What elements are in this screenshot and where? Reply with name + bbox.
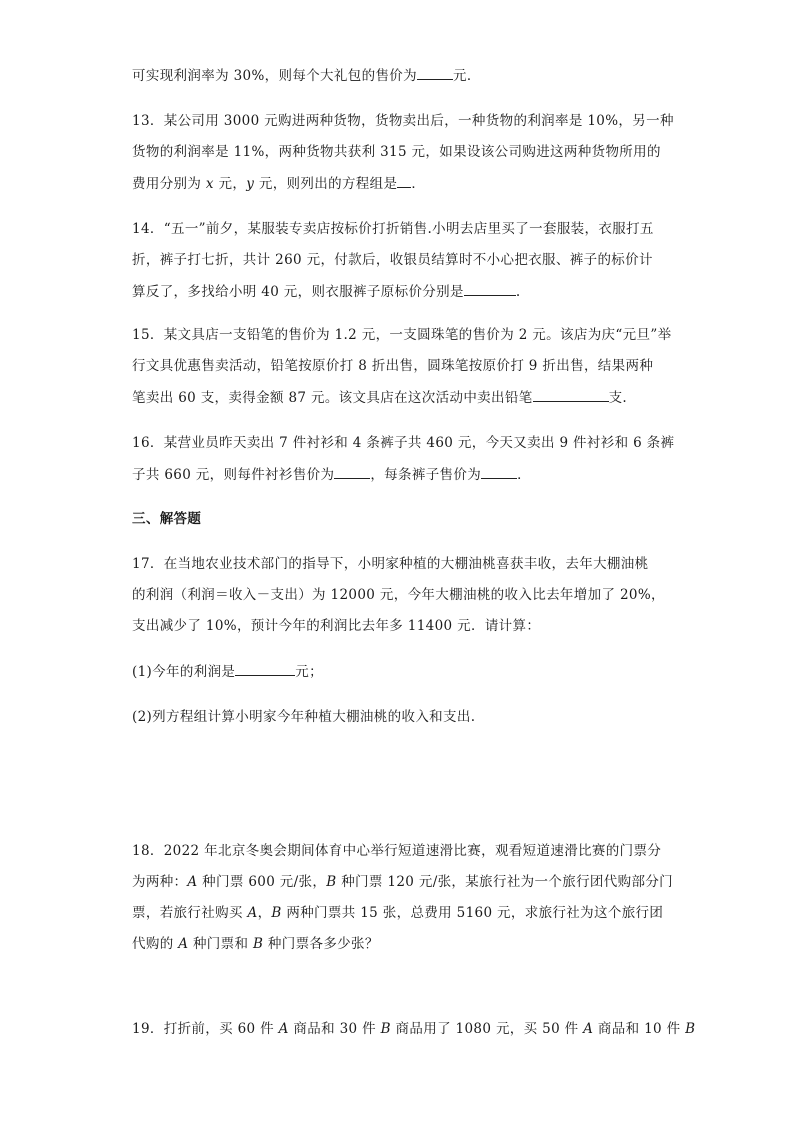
q13-line-2: 货物的利润率是 11%，两种货物共获利 315 元，如果设该公司购进这两种货物所用的: [132, 144, 661, 160]
q18-line-2: 为两种：A 种门票 600 元/张，B 种门票 120 元/张，某旅行社为一个旅行团代购部分门: [132, 874, 674, 890]
variable-y: y: [246, 176, 255, 192]
variable-x: x: [205, 176, 214, 192]
q12-unit: 元．: [453, 68, 481, 84]
q17-line-2: 的利润（利润＝收入－支出）为 12000 元，今年大棚油桃的收入比去年增加了 20%，: [132, 587, 665, 603]
q18-line-3: 票，若旅行社购买 A，B 两种门票共 15 张，总费用 5160 元，求旅行社为这个旅行团: [132, 905, 664, 921]
q18-line-1: 18．2022 年北京冬奥会期间体育中心举行短道速滑比赛，观看短道速滑比赛的门票分: [132, 843, 662, 859]
q14-line-1: 14．“五一”前夕，某服装专卖店按标价打折销售.小明去店里买了一套服装，衣服打五: [132, 221, 654, 237]
q13-line-1: 13．某公司用 3000 元购进两种货物，货物卖出后，一种货物的利润率是 10%，另一种: [132, 113, 674, 129]
q13-answer-blank[interactable]: [397, 174, 411, 188]
q12-answer-blank[interactable]: [417, 66, 453, 80]
q14-line-2: 折，裤子打七折，共计 260 元，付款后，收银员结算时不小心把衣服、裤子的标价计: [132, 252, 653, 268]
q16-line-2: 子共 660 元，则每件衬衫售价为 ，每条裤子售价为 ．: [132, 467, 531, 483]
q16-answer-blank-1[interactable]: [334, 465, 370, 479]
q16-line-1: 16．某营业员昨天卖出 7 件衬衫和 4 条裤子共 460 元，今天又卖出 9 件衬衫和 6 条裤: [132, 435, 675, 451]
section-heading: 三、解答题: [132, 511, 202, 527]
q18-line-4: 代购的 A 种门票和 B 种门票各多少张？: [132, 936, 379, 952]
q15-line-1: 15．某文具店一支铅笔的售价为 1.2 元，一支圆珠笔的售价为 2 元。该店为庆“元旦”举: [132, 327, 672, 343]
q14-line-3: 算反了，多找给小明 40 元，则衣服裤子原标价分别是 .: [132, 284, 521, 300]
q17-part-2: (2)列方程组计算小明家今年种植大棚油桃的收入和支出.: [132, 709, 476, 725]
q17-part-1: (1)今年的利润是 元；: [132, 664, 323, 680]
q14-answer-blank[interactable]: [464, 282, 516, 296]
q12-text: 可实现利润率为 30%，则每个大礼包的售价为: [132, 68, 417, 84]
q15-answer-blank[interactable]: [533, 388, 609, 402]
q17-line-1: 17．在当地农业技术部门的指导下，小明家种植的大棚油桃喜获丰收，去年大棚油桃: [132, 556, 649, 572]
q16-answer-blank-2[interactable]: [481, 465, 517, 479]
q17-line-3: 支出减少了 10%，预计今年的利润比去年多 11400 元．请计算：: [132, 618, 541, 634]
q17-answer-blank[interactable]: [235, 662, 295, 676]
q15-line-3: 笔卖出 60 支，卖得金额 87 元。该文具店在这次活动中卖出铅笔 支.: [132, 390, 628, 406]
q13-line-3: 费用分别为 x 元，y 元，则列出的方程组是 ．: [132, 176, 426, 192]
q12-line: [132, 66, 481, 85]
q15-line-2: 行文具优惠售卖活动，铅笔按原价打 8 折出售，圆珠笔按原价打 9 折出售，结果两种: [132, 358, 654, 374]
q19-line-1: 19．打折前，买 60 件 A 商品和 30 件 B 商品用了 1080 元，买 50 件 A 商品和 10 件 B: [132, 1021, 696, 1037]
